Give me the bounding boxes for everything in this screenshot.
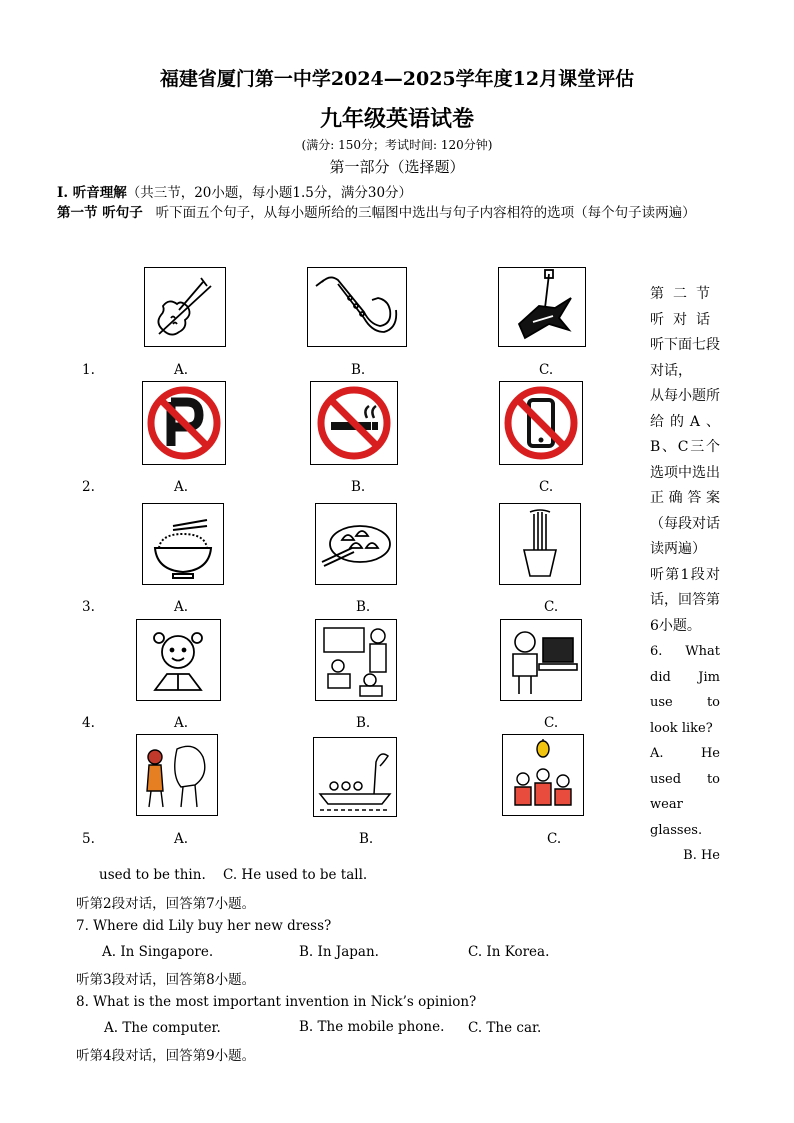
question-7-option-c: C. In Korea. — [468, 944, 550, 960]
section1-sub — [57, 203, 717, 224]
option-c-label: C. — [547, 831, 562, 847]
question-number: 1. — [82, 362, 95, 378]
exam-subtitle: 九年级英语试卷 — [319, 106, 474, 132]
option-c-label: C. — [544, 715, 559, 731]
dialog2-note: 听第2段对话，回答第7小题。 — [76, 896, 256, 912]
question-number: 3. — [82, 599, 95, 615]
question-7: 7. Where did Lily buy her new dress? — [76, 918, 332, 934]
option-b-label: B. — [356, 599, 371, 615]
dialog4-note: 听第4段对话，回答第9小题。 — [76, 1048, 256, 1064]
score-info: (满分: 150分；考试时间: 120分钟) — [301, 138, 493, 152]
question-number: 4. — [82, 715, 95, 731]
question-7-option-b: B. In Japan. — [299, 944, 379, 960]
question-6: 6. What did Jim use to look like? — [650, 644, 720, 736]
question-6-option-b-end: used to be thin. — [99, 867, 206, 883]
saxophone-icon — [307, 267, 407, 347]
question-number: 2. — [82, 479, 95, 495]
rice-bowl-icon — [142, 503, 224, 585]
option-a-label: A. — [174, 362, 189, 378]
exam-title: 福建省厦门第一中学2024—2025学年度12月课堂评估 — [159, 68, 635, 90]
dialog1-note: 听第1段对话，回答第6小题。 — [650, 566, 720, 634]
section2-instruction-1: 听下面七段对话， — [650, 337, 720, 379]
violin-icon — [144, 267, 226, 347]
section1-heading — [57, 181, 412, 201]
question-6-option-b-start: B. He — [683, 848, 720, 863]
section1-sub-label: 第一节 听句子 — [57, 205, 143, 221]
question-8-option-c: C. The car. — [468, 1020, 542, 1036]
dialog3-note: 听第3段对话，回答第8小题。 — [76, 972, 256, 988]
option-a-label: A. — [174, 599, 189, 615]
no-phone-icon — [499, 381, 583, 465]
option-b-label: B. — [359, 831, 374, 847]
option-a-label: A. — [174, 831, 189, 847]
option-a-label: A. — [174, 479, 189, 495]
noodles-icon — [499, 503, 581, 585]
no-parking-icon — [142, 381, 226, 465]
option-b-label: B. — [356, 715, 371, 731]
option-b-label: B. — [351, 479, 366, 495]
option-a-label: A. — [174, 715, 189, 731]
question-8-option-a: A. The computer. — [104, 1020, 221, 1036]
section2-instruction-2: 从每小题所给的A、B、C三个选项中选出正确答案（每段对话读两遍） — [650, 388, 720, 557]
question-8: 8. What is the most important invention in Nick’s opinion? — [76, 994, 477, 1010]
question-number: 5. — [82, 831, 95, 847]
section1-sub-text: 听下面五个句子，从每小题所给的三幅图中选出与句子内容相符的选项（每个句子读两遍） — [155, 205, 696, 221]
section2-type: 听对话 — [650, 311, 719, 328]
question-8-option-b: B. The mobile phone. — [299, 1019, 445, 1035]
classroom-icon — [315, 619, 397, 701]
dragon-boat-icon — [313, 737, 397, 817]
lion-dance-icon — [136, 734, 218, 816]
no-smoking-icon — [310, 381, 398, 465]
section2-side-column — [650, 282, 720, 869]
part-heading: 第一部分（选择题） — [329, 158, 465, 176]
electric-guitar-icon — [498, 267, 586, 347]
option-c-label: C. — [539, 479, 554, 495]
question-6-option-a: A. He used to wear glasses. — [650, 746, 720, 838]
option-c-label: C. — [539, 362, 554, 378]
section1-note: （共三节，20小题，每小题1.5分，满分30分） — [126, 185, 413, 201]
boy-computer-icon — [500, 619, 582, 701]
dumplings-icon — [315, 503, 397, 585]
section2-title: 第二节 — [650, 286, 719, 302]
section1-title: I. 听音理解 — [57, 185, 127, 201]
question-7-option-a: A. In Singapore. — [102, 944, 214, 960]
option-c-label: C. — [544, 599, 559, 615]
lantern-festival-icon — [502, 734, 584, 816]
girl-reading-icon — [136, 619, 221, 701]
question-6-option-c: C. He used to be tall. — [223, 867, 368, 883]
option-b-label: B. — [351, 362, 366, 378]
